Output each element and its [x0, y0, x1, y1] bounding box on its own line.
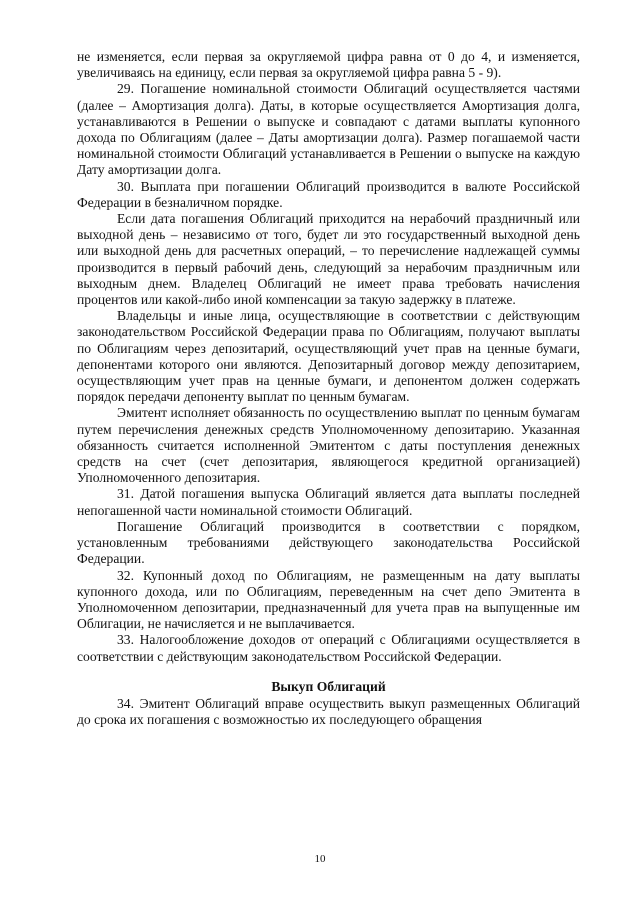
paragraph: 32. Купонный доход по Облигациям, не размещенным на дату выплаты купонного дохода, или по Облигациям, переведенным на счет депо Эмитента в Уполномоченном депозитарии, предназначенный для учета прав на выпущенные им Облигации, не начисляется и не выплачивается. [77, 567, 580, 632]
paragraph: Владельцы и иные лица, осуществляющие в соответствии с действующим законодательством Российской Федерации права по Облигациям, получают выплаты по Облигациям через депозитарий, осуществляющий учет прав на ценные бумаги, депонентами которого они являются. Депозитарный договор между депозитарием, осуществляющим учет прав на ценные бумаги, и депонентом должен содержать порядок передачи депоненту выплат по ценным бумагам. [77, 308, 580, 405]
section-heading: Выкуп Облигаций [271, 678, 386, 694]
paragraph: 33. Налогообложение доходов от операций с Облигациями осуществляется в соответствии с действующим законодательством Российской Федерации. [77, 632, 580, 664]
document-body-bottom [77, 696, 580, 728]
paragraph: 29. Погашение номинальной стоимости Облигаций осуществляется частями (далее – Амортизация долга). Даты, в которые осуществляется Амортизация долга, устанавливаются в Решении о выпуске и совпадают с датами выплаты купонного дохода по Облигациям (далее – Даты амортизации долга). Размер погашаемой части номинальной стоимости Облигаций устанавливается в Решении о выпуске на каждую Дату амортизации долга. [77, 81, 580, 178]
paragraph: 34. Эмитент Облигаций вправе осуществить выкуп размещенных Облигаций до срока их погашения с возможностью их последующего обращения [77, 695, 580, 728]
paragraph: не изменяется, если первая за округляемой цифра равна от 0 до 4, и изменяется, увеличиваясь на единицу, если первая за округляемой цифра равна 5 - 9). [77, 49, 580, 81]
paragraph: Если дата погашения Облигаций приходится на нерабочий праздничный или выходной день – независимо от того, будет ли это государственный выходной день или выходной день для расчетных операций, – то перечисление надлежащей суммы производится в первый рабочий день, следующий за нерабочим праздничным или выходным днем. Владелец Облигаций не имеет права требовать начисления процентов или какой-либо иной компенсации за такую задержку в платеже. [77, 211, 580, 308]
paragraph: 31. Датой погашения выпуска Облигаций является дата выплаты последней непогашенной части номинальной стоимости Облигаций. [77, 486, 580, 518]
page-number: 10 [314, 853, 326, 865]
paragraph: Эмитент исполняет обязанность по осуществлению выплат по ценным бумагам путем перечисления денежных средств Уполномоченному депозитарию. Указанная обязанность считается исполненной Эмитентом с даты поступления денежных средств на счет (счет депозитария, являющегося кредитной организацией) Уполномоченного депозитария. [77, 405, 580, 486]
paragraph: 30. Выплата при погашении Облигаций производится в валюте Российской Федерации в безналичном порядке. [77, 178, 580, 210]
paragraph: Погашение Облигаций производится в соответствии с порядком, установленным требованиями действующего законодательства Российской Федерации. [77, 518, 580, 567]
document-body-top [77, 49, 580, 665]
